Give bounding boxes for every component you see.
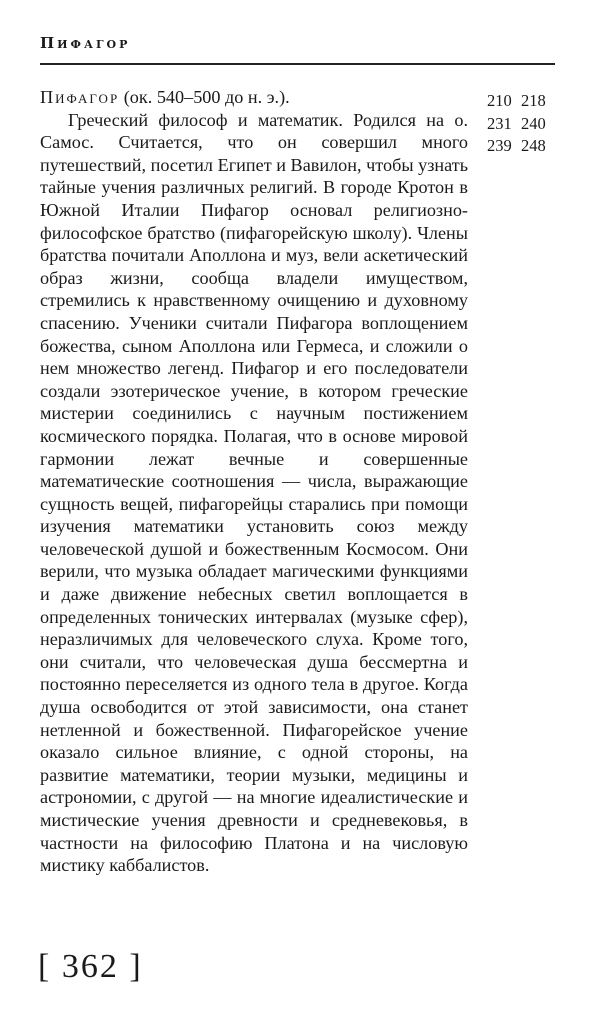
page-ref-row xyxy=(487,113,567,136)
entry-dates: (ок. 540–500 до н. э.). xyxy=(119,87,290,107)
page-ref: 248 xyxy=(521,136,546,156)
running-head: Пифагор xyxy=(40,34,131,52)
page-number: [ 362 ] xyxy=(38,948,143,985)
page-ref: 240 xyxy=(521,113,546,133)
dictionary-entry xyxy=(40,86,468,877)
page-ref: 210 xyxy=(487,91,512,110)
header-rule xyxy=(40,63,555,65)
page-ref: 239 xyxy=(487,136,512,156)
page-ref: 231 xyxy=(487,113,512,133)
page-ref-row xyxy=(487,90,567,113)
page-references xyxy=(487,90,567,158)
page-ref-row xyxy=(487,135,567,158)
entry-heading xyxy=(40,86,468,109)
entry-term: Пифагор xyxy=(40,87,120,107)
entry-body: Греческий философ и математик. Родился на о. Самос. Считается, что он совершил много путешествий, посетил Египет и Вавилон, чтобы узнать тайные учения различных религий. В городе Кротон в Южной Италии Пифагор основал религиозно-философское братство (пифагорейскую школу). Члены братства почитали Аполлона и муз, вели аскетический образ жизни, сообща владели имуществом, стремились к нравственному очищению и духовному спасению. Ученики считали Пифагора воплощением божества, сыном Аполлона или Гермеса, и сложили о нем множество легенд. Пифагор и его последователи создали эзотерическое учение, в котором греческие мистерии соединились с научным постижением космического порядка. Полагая, что в основе мировой гармонии лежат вечные и совершенные математические соотношения — числа, выражающие сущность вещей, пифагорейцы старались при помощи изучения математики установить союз между человеческой душой и божественным Космосом. Они верили, что музыка обладает магическими функциями и даже движение небесных светил воплощается в определенных тонических интервалах (музыке сфер), неразличимых для человеческого слуха. Кроме того, они считали, что человеческая душа бессмертна и постоянно переселяется из одного тела в другое. Когда душа освободится от этой зависимости, она станет нетленной и божественной. Пифагорейское учение оказало сильное влияние, с одной стороны, на развитие математики, теории музыки, медицины и астрономии, с другой — на многие идеалистические и мистические учения древности и средневековья, в частности на философию Платона и на числовую мистику каббалистов. xyxy=(40,109,468,876)
page-ref: 218 xyxy=(521,91,546,110)
